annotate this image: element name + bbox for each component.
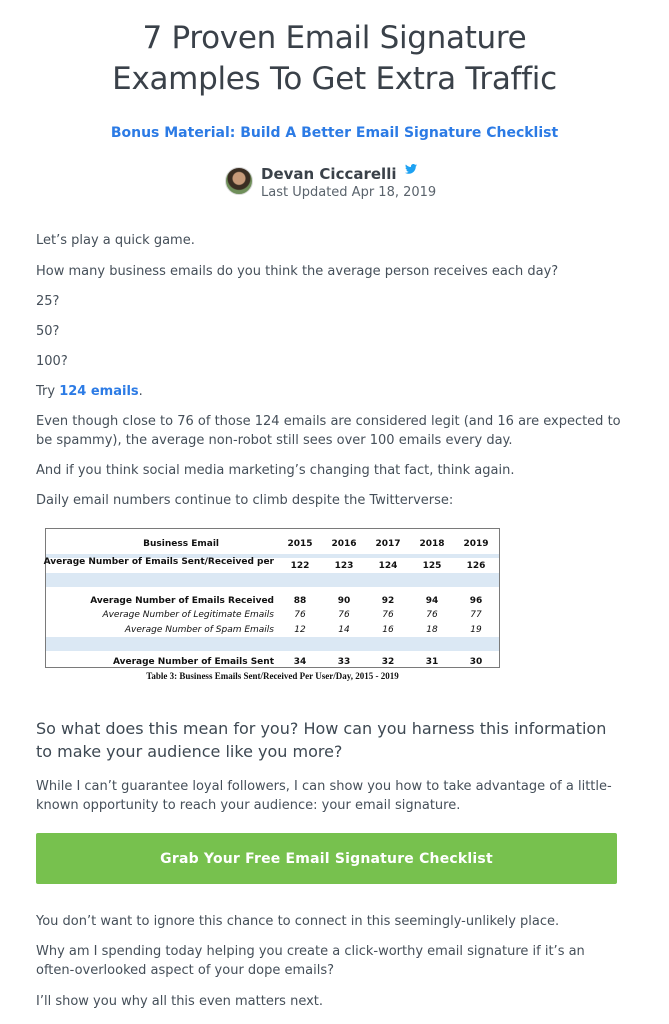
table-band	[46, 573, 499, 587]
lead-paragraph: So what does this mean for you? How can you harness this information to make your audience like you more?	[36, 719, 607, 761]
paragraph-answer: Try 124 emails.	[36, 384, 143, 399]
table-header-year: 2018	[419, 539, 445, 549]
author-avatar[interactable]	[225, 167, 253, 195]
paragraph-intro: Let’s play a quick game.	[36, 233, 195, 248]
table-header-year: 2019	[463, 539, 489, 549]
paragraph-email-signature: While I can’t guarantee loyal followers, I can show you how to take advantage of a little-known opportunity to reach your audience: your email signature.	[36, 779, 612, 813]
twitter-icon[interactable]	[405, 164, 417, 174]
grab-checklist-button[interactable]: Grab Your Free Email Signature Checklist	[36, 833, 617, 884]
paragraph-guess-50: 50?	[36, 324, 60, 339]
table-header-label: Business Email	[143, 539, 219, 549]
email-stats-table	[45, 528, 500, 668]
paragraph-legit-spam: Even though close to 76 of those 124 emails are considered legit (and 16 are expected to be spammy), the average non-robot still sees over 100 emails every day.	[36, 414, 621, 448]
table-row: Average Number of Emails Sent/Received per 122 123 124 125 126	[43, 557, 486, 571]
paragraph-social-media: And if you think social media marketing’s changing that fact, think again.	[36, 463, 515, 478]
title-line-2: Examples To Get Extra Traffic	[112, 61, 557, 97]
title-line-1: 7 Proven Email Signature	[142, 20, 527, 56]
table-band	[46, 637, 499, 651]
table-row: Average Number of Legitimate Emails 76 76 76 76 77	[102, 610, 482, 620]
last-updated-date: Last Updated Apr 18, 2019	[261, 185, 437, 200]
table-header-year: 2017	[375, 539, 401, 549]
paragraph-guess-100: 100?	[36, 354, 68, 369]
table-row: Average Number of Emails Sent 34 33 32 31 30	[112, 657, 483, 667]
paragraph-chance: You don’t want to ignore this chance to connect in this seemingly-unlikely place.	[36, 914, 560, 929]
bonus-material-link[interactable]: Bonus Material: Build A Better Email Signature Checklist	[110, 125, 559, 141]
paragraph-guess-25: 25?	[36, 294, 60, 309]
table-row: Average Number of Spam Emails 12 14 16 18 19	[124, 625, 482, 635]
124-emails-link[interactable]: 124 emails	[59, 384, 139, 399]
paragraph-twitterverse: Daily email numbers continue to climb despite the Twitterverse:	[36, 493, 454, 508]
author-byline	[225, 160, 436, 204]
author-name[interactable]: Devan Ciccarelli	[261, 165, 397, 183]
paragraph-question: How many business emails do you think the average person receives each day?	[36, 264, 559, 279]
table-row: Average Number of Emails Received 88 90 92 94 96	[90, 596, 483, 606]
paragraph-why: Why am I spending today helping you create a click-worthy email signature if it’s an often-overlooked aspect of your dope emails?	[36, 944, 585, 978]
table-header-row	[46, 537, 499, 551]
table-header-year: 2016	[331, 539, 357, 549]
article-title	[0, 18, 669, 100]
paragraph-next: I’ll show you why all this even matters next.	[36, 994, 324, 1009]
table-caption: Table 3: Business Emails Sent/Received Per User/Day, 2015 - 2019	[146, 671, 399, 681]
table-header-year: 2015	[287, 539, 313, 549]
